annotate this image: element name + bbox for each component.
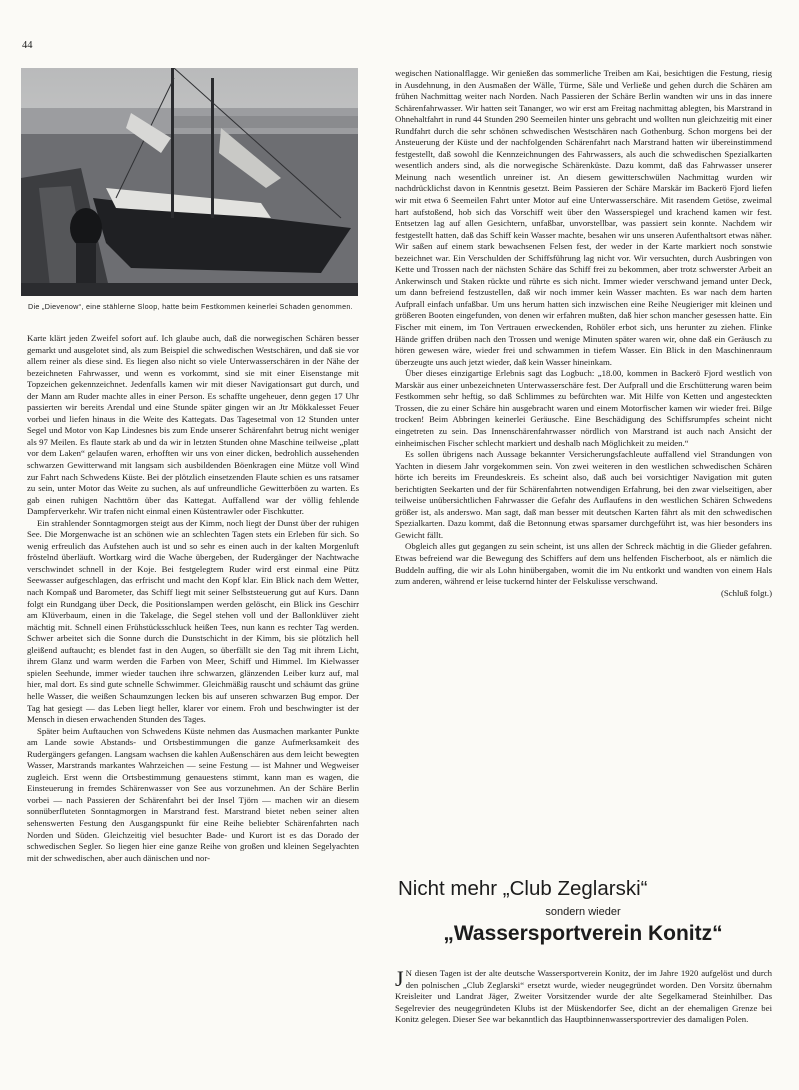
- dropcap: J: [395, 966, 404, 991]
- sloop-photo-image: [21, 68, 358, 296]
- paragraph: Es sollen übrigens nach Aussage bekannter Versicherungsfachleute auffallend viel Strandungen von Yachten in diesem Jahr vorgekommen sein. Von zwei weiteren in den westlichen schwedischen Schären hörte ich bereits im Freundeskreis. Es scheint also, daß auch bei vorsichtiger Navigation mit guten berichtigten Seekarten und der für Schärenfahrten notwendigen Erfahrung, bei den zwar vielseitigen, aber teilweise unübersichtlichen Fahrwasser die Gefahr des Auflaufens in den westlichen Schären Schwedens größer ist, als anderswo. Man sagt, daß man besser mit deutschen Karten fährt als mit den schwedischen Spezialkarten. Dazu kommt, daß die Betonnung etwas sparsamer durchgeführt ist, was hier besonders ins Gewicht fällt.: [395, 449, 772, 540]
- page-number: 44: [22, 40, 33, 51]
- article-text: N diesen Tagen ist der alte deutsche Wassersportverein Konitz, der im Jahre 1920 aufgelöst und durch den polnischen „Club Zeglarski“ ersetzt wurde, wieder neugegründet worden. Den Vorsitz übernahm Kreisleiter und Landrat Jäger, Zweiter Vorsitzender wurde der alte Segelkamerad Steinhilber. Das Segelrevier des neugegründeten Klubs ist der Müskendorfer See, dicht an der ehemaligen Grenze bei Konitz gelegen. Dieser See war bekanntlich das Hauptbinnenwassersportrevier des damaligen Polen.: [395, 968, 772, 1025]
- article-title: Nicht mehr „Club Zeglarski“: [398, 877, 648, 900]
- paragraph: Karte klärt jeden Zweifel sofort auf. Ich glaube auch, daß die norwegischen Schären besser gemarkt und ausgelotet sind, als zum Beispiel die schwedischen Westschären, und daß sie vor allem reiner als diese sind. Es liegen also nicht so viele Unterwasserschären in der Nähe der bezeichneten Fahrwasser, und wenn es vorkommt, sind sie mit einer Eisenstange mit Topzeichen gekennzeichnet. Jedenfalls kamen wir mit dieser Navigationsart gut durch, und der Mann am Ruder machte alles in einer Person. Es schaffte ungeheuer, denn gegen 17 Uhr passierten wir bereits Arendal und eine Stunde später gingen wir an Jtr Mökkalesset Feuer vorbei und liefen hinaus in die Weite des Kattegats. Das Tagesetmal von 12 Stunden unter Segel und Motor von Kap Lindesnes bis zum Ende unserer Schärenfahrt betrug nicht weniger als 97 Meilen. Es flaute stark ab und da wir in letzten Stunden ohne Maschine teilweise „platt vor dem Laken“ gelaufen waren, erhofften wir uns von einer dicken, bedrohlich aussehenden schwarzen Gewitterwand mit langsam sich ausbildenden Böenkragen eine Mütze voll Wind zur Fahrt nach Schwedens Küste. Bei der plötzlich einsetzenden Flaute schien es uns ratsamer zu sein, unter Motor das Weite zu suchen, als auf unfreundliche Gewitterböen zu warten. Es gab einen ruhigen Nachttörn über das Kattegat. Auffallend war der völlig fehlende Dampferverkehr. Wir trafen nicht einmal einen Küstentrawler oder Fischkutter.: [27, 333, 359, 517]
- article-body: [395, 968, 772, 1026]
- article-subtitle: sondern wieder: [545, 906, 621, 918]
- right-column: [395, 68, 772, 599]
- paragraph: Ein strahlender Sonntagmorgen steigt aus der Kimm, noch liegt der Dunst über der ruhigen See. Die Morgenwache ist an schönen wie an schlechten Tagen stets ein Erleben für sich. So wenig erfreulich das Aufstehen auch ist und so sehr es einen auch in der kalten Morgenluft fröstelnd überläuft. Wortkarg wird die Wache übergeben, der Rudergänger der Nachtwache verschwindet schnell in der Koje. Bei festgelegtem Ruder wird erst einmal eine Pütz Seewasser aufgeschlagen, das erfrischt und macht den Kopf klar. Ein Blick nach dem Wetter, nach Kompaß und Barometer, das Schiff liegt mit seiner Selbststeuerung gut auf Kurs. Dann folgt ein Rundgang über Deck, die Positionslampen werden gelöscht, ein Blick ins Geschirr am Klüverbaum, einen in die Takelage, die Segel stehen voll und der Ballonklüver zieht mächtig mit. Schnell einen Frühstücksschluck heißen Tees, nun kann es rechter Tag werden. Schwer arbeitet sich die Sonne durch die Dunstschicht in der Kimm, bis sie plötzlich hell gleißend auftaucht; es blendet fast in den Augen, so überfällt sie den Tag mit ihrem Licht, ihrem Glanz und warm werden die Farben von Meer, Schiff und Himmel. Im Kielwasser spielen Seehunde, immer wieder tauchen ihre schwarzen, glänzenden Leiber kurz auf, mal hier, mal dort. Es sind gute schnelle Schwimmer. Gleichmäßig rauscht und schäumt das grüne helle Wasser, die weißen Schaumzungen lecken bis auf unseren schwarzen Bug empor. Der Tag hat gesiegt — das Leben liegt heller, klarer vor einem. Froh und beschwingter ist der Mensch in diesen erwachenden Stunden des Tages.: [27, 517, 359, 725]
- signoff: (Schluß folgt.): [720, 587, 772, 598]
- paragraph: Obgleich alles gut gegangen zu sein scheint, ist uns allen der Schreck mächtig in die Glieder gefahren. Etwas befreiend war die Bewegung des Schiffers auf dem uns helfenden Fischerboot, als er nämlich die Buddeln auffing, die wir als Lohn hinübergaben, womit die im Nu entkorkt und wandten von einem Hals zum anderen, während er leise tuckernd hinter der Felskulisse verschwand.: [395, 541, 772, 587]
- paragraph: Über dieses einzigartige Erlebnis sagt das Logbuch: „18.00, kommen in Backerö Fjord westlich von Marskär aus einer unbezeichneten Unterwasserschäre fest. Der Aufprall und die Erschütterung waren beim Festkommen sehr heftig, so daß Schlimmes zu befürchten war. Mit Hilfe von Ketten und angesteckten Trossen, die zu einer Schäre hin ausgebracht waren und einem Motorfischer kamen wir wieder frei. Bilge trocken! Beim Abbringen keinerlei Geräusche. Eine Beschädigung des Schiffsrumpfes scheint nicht eingetreten zu sein. Das Innenschärenfahrwasser nördlich von Marstrand ist auch nach Ansicht der einheimischen Fischer schlecht markiert und deshalb nach Möglichkeit zu meiden.“: [395, 368, 772, 448]
- left-column: [27, 333, 359, 864]
- article-title-2: „Wassersportverein Konitz“: [443, 922, 723, 945]
- paragraph: wegischen Nationalflagge. Wir genießen das sommerliche Treiben am Kai, besichtigen die Festung, riesig in Ausdehnung, in den Ausmaßen der Wälle, Türme, Säle und Verließe und gehen durch die Schären am frühen Nachmittag weiter nach Norden. Nach Passieren der Schäre Berlin wandten wir uns in das innere Schärenfahrwasser. Wir hatten seit Tananger, wo wir erst am Freitag nachmittag ablegten, bis Marstrand in Ohnehaltfahrt in rund 44 Stunden 290 Seemeilen hinter uns gebracht und wollten nun gleichzeitig mit einer Rundfahrt durch die sehr schönen schwedischen Westschären nach Gothenburg. Schon morgens bei der Ansteuerung der Küste und der nachfolgenden Schärenfahrt nach Marstrand hatten wir übereinstimmend festgestellt, daß sowohl die Kennzeichnungen des Fahrwassers, als auch die schwedischen Spezialkarten wesentlich anders sind, als die norwegische Schärenküste. Dazu kommt, daß das Fahrwasser unserer Meinung nach wesentlich unreiner ist. An diesem gewitterschwülen Nachmittag wurden wir nachdrücklichst davon in Kenntnis gesetzt. Beim Passieren der Schäre Marskär im Backerö Fjord liefen wir mit etwa 6 Seemeilen Fahrt unter Motor auf eine Unterwasserschäre. Mit rasendem Getöse, zweimal hart aufstoßend, hob sich das Vorschiff weit über den Wasserspiegel und krachend kamen wir fest. Entsetzen lag auf allen Gesichtern, unfaßbar, unvorstellbar, was passiert sein konnte. Nachdem wir festgestellt hatten, daß das Schiff kein Wasser machte, besahen wir uns unseren Aufenthaltsort etwas näher. Wir saßen auf einem stark bewachsenen Felsen fest, der weder in der Karte markiert noch sonstwie bezeichnet war. Ein Verschulden der Schiffsführung lag nicht vor. Wir versuchten, durch Ausbringen von Kette und Trossen nach der nächsten Schäre das Schiff frei zu bekommen, aber trotz schwerster Arbeit an Ankerwinsch und Staken rückte und rührte es sich nicht. Immer wieder verschwand jemand unter Deck, um dann befreiend festzustellen, daß wir noch immer kein Wasser machten. Es war nach dem harten Aufprall einfach unfaßbar. Um uns herum hatten sich inzwischen eine Reihe Neugieriger mit kleinen und größeren Booten eingefunden, von denen wir erfahren mußten, daß hier schon mancher gesessen hatte. Ein Fischer mit einem, im Ton Vertrauen erweckenden, Rohöler erbot sich, uns herunter zu ziehen. Flinke Hände griffen drüben nach den Trossen und wenige Minuten später waren wir, ohne daß ein Geräusch zu hören gewesen wäre, wieder frei und schwammen in tiefem Wasser. Ein Blick in den Maschinenraum überzeugte uns auch jetzt wieder, daß kein Wasser hineinkam.: [395, 68, 772, 367]
- sloop-photo: [21, 68, 358, 296]
- article-paragraph: [395, 968, 772, 1026]
- paragraph: Später beim Auftauchen von Schwedens Küste nehmen das Ausmachen markanter Punkte am Lande sowie Abstands- und Ortsbestimmungen die ganze Aufmerksamkeit des Rudergängers gefangen. Langsam wachsen die kahlen Außenschären aus dem leicht bewegten Wasser, Marstrands markantes Wahrzeichen — seine Festung — ist Mahner und Wegweiser zugleich. Erst wenn die Ortsbestimmung genauestens stimmt, kann man es wagen, die Einsteuerung in fremdes Schärenwasser von See aus vorzunehmen. An der Schäre Berlin vorbei — nach Passieren der Schärenfahrt bei der Insel Tjörn — machen wir an diesem sonnüberfluteten Sonntagmorgen in Marstrand fest. Marstrand bietet neben seiner alten sehenswerten Festung den Ausgangspunkt für eine Reihe beliebter Schärenfahrten nach Norden und Süden. Gleichzeitig viel besuchter Bade- und Kurort ist es das Dorado der schwedischen Segler. So liegen hier eine ganze Reihe von großen und kleinen Segelyachten mit der schwedischen, aber auch dänischen und nor-: [27, 725, 359, 863]
- photo-caption: Die „Dievenow“, eine stählerne Sloop, hatte beim Festkommen keinerlei Schaden genommen.: [28, 302, 353, 311]
